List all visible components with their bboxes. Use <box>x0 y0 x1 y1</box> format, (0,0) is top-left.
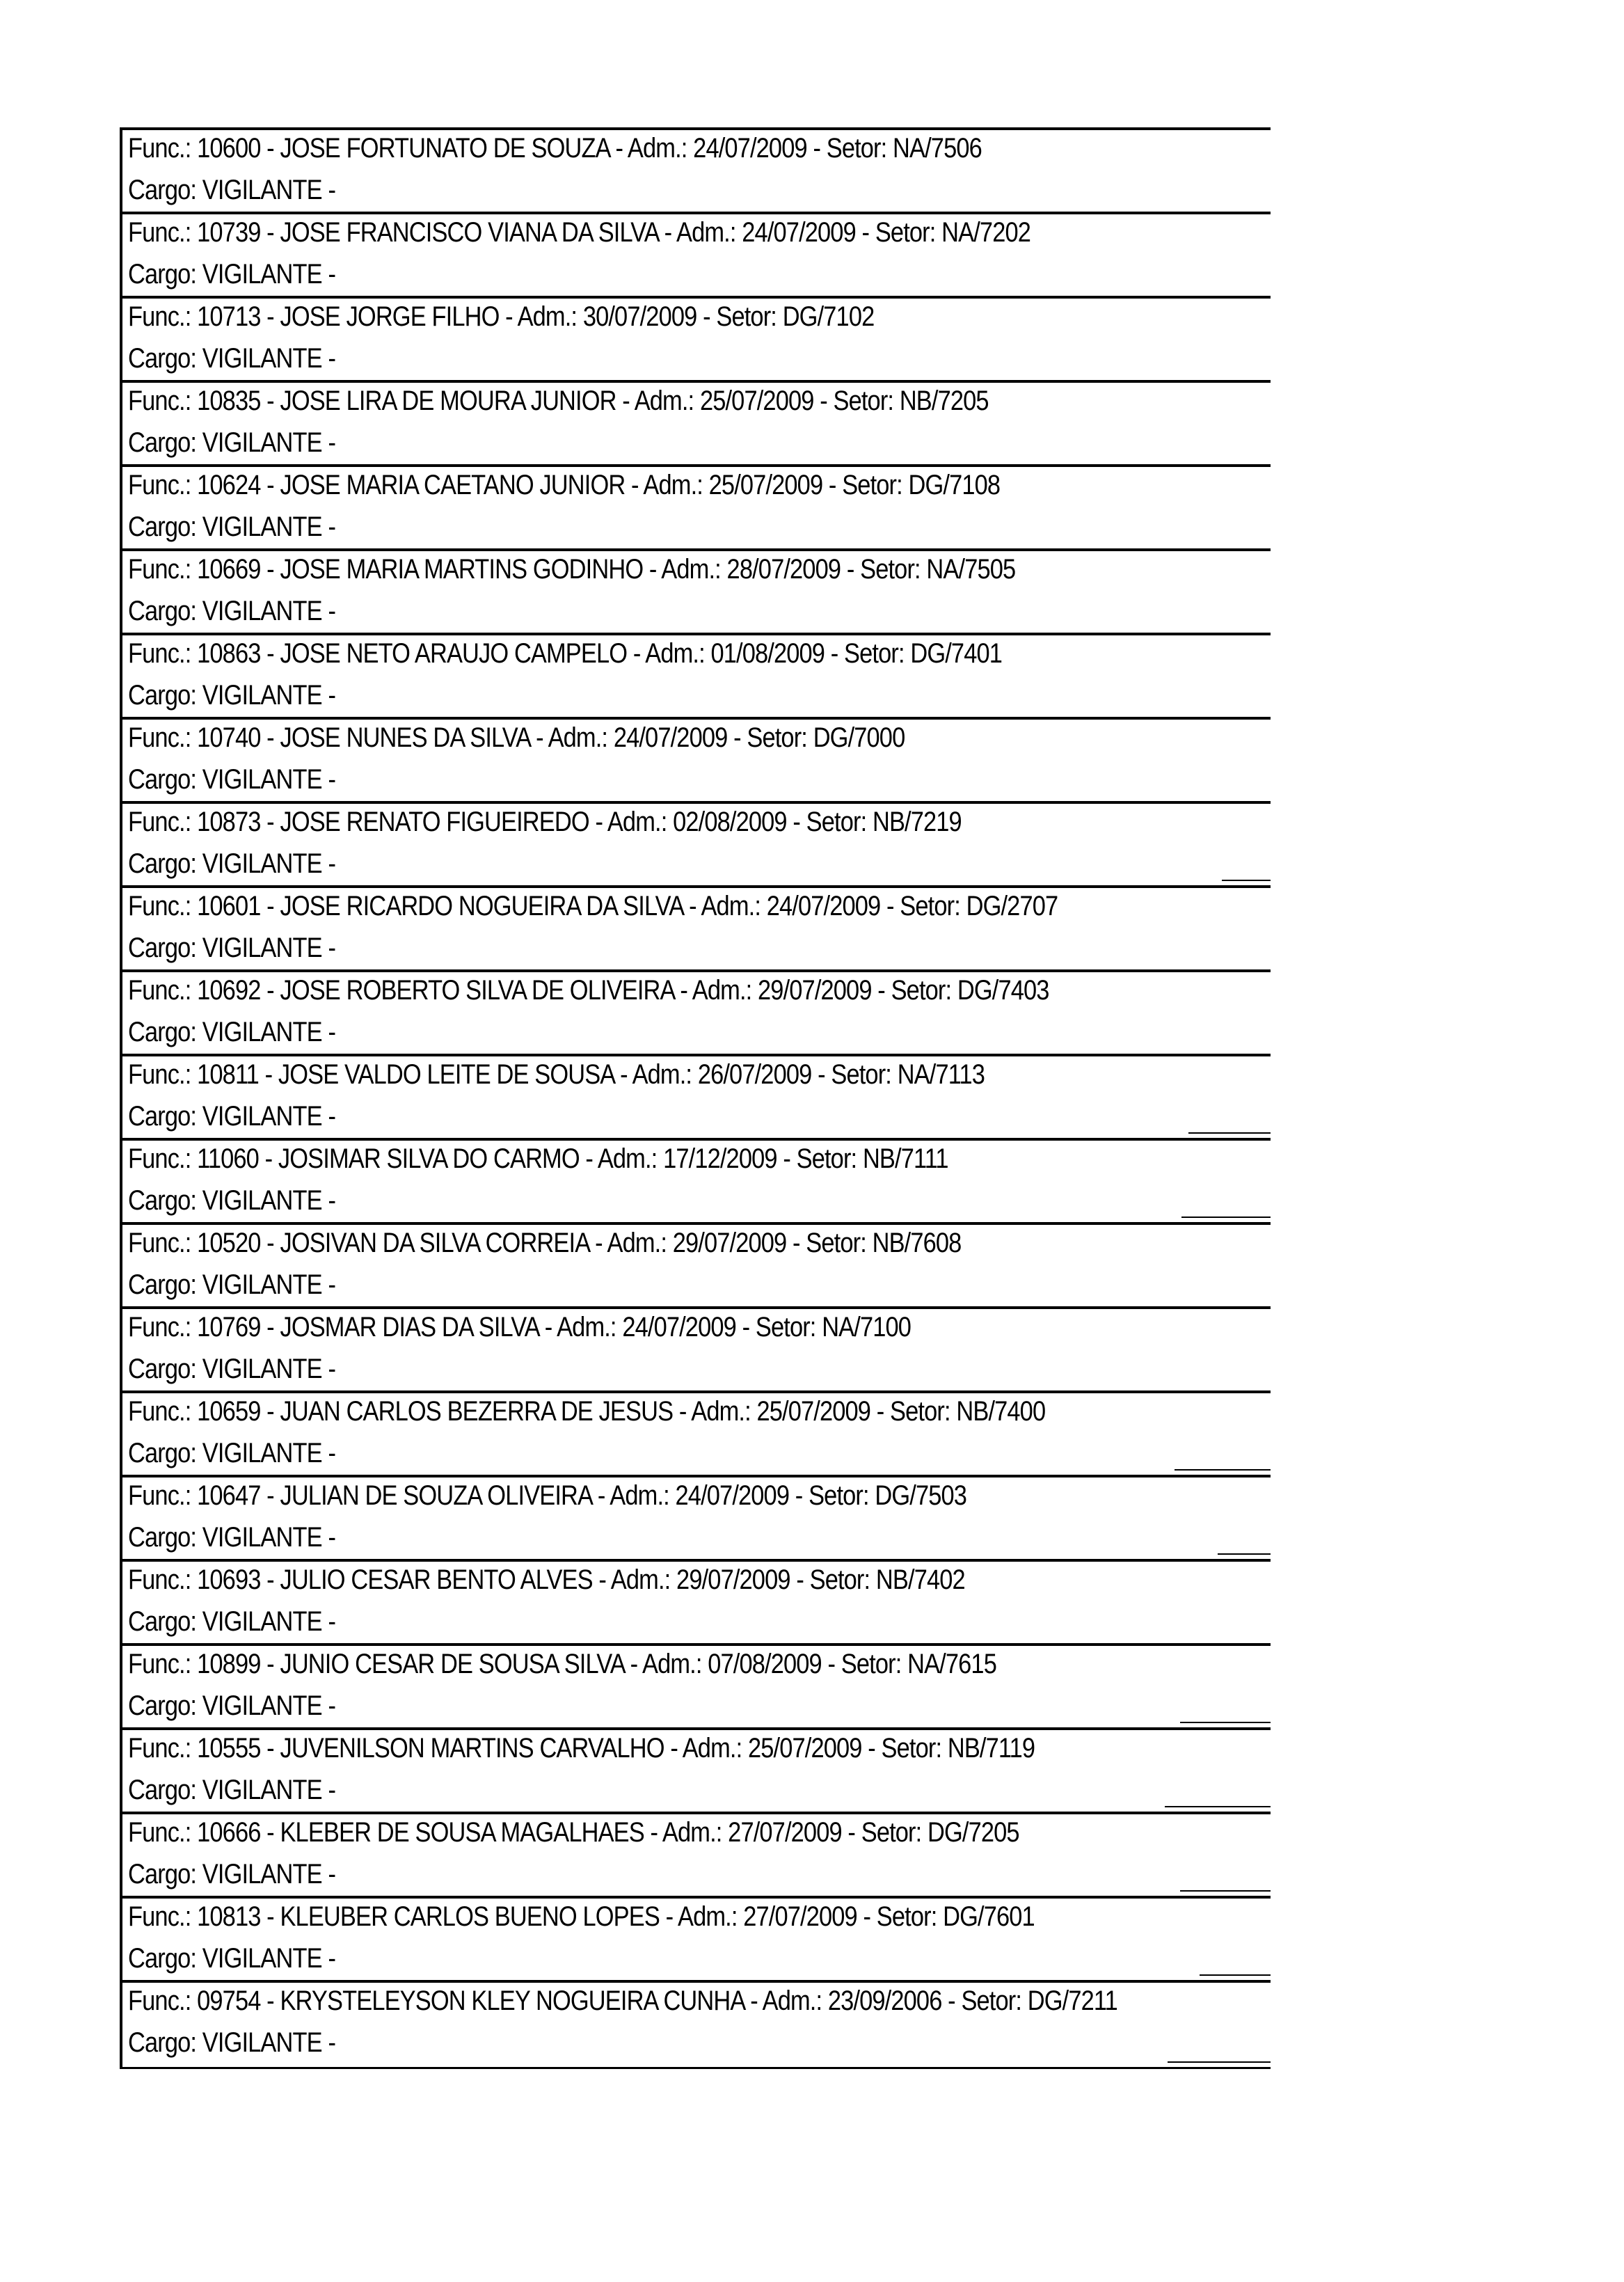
list-item <box>122 720 1271 804</box>
list-item <box>122 383 1271 467</box>
employee-role: Cargo: VIGILANTE - <box>128 680 336 711</box>
employee-info: Func.: 10666 - KLEBER DE SOUSA MAGALHAES - Adm.: 27/07/2009 - Setor: DG/7205 <box>128 1817 1019 1848</box>
employee-info: Func.: 09754 - KRYSTELEYSON KLEY NOGUEIRA CUNHA - Adm.: 23/09/2006 - Setor: DG/7211 <box>128 1986 1117 2016</box>
employee-info: Func.: 10899 - JUNIO CESAR DE SOUSA SILVA - Adm.: 07/08/2009 - Setor: NA/7615 <box>128 1649 996 1679</box>
list-item <box>122 130 1271 214</box>
list-item <box>122 972 1271 1056</box>
list-item <box>122 1477 1271 1562</box>
blank-line <box>1218 1553 1271 1555</box>
list-item <box>122 467 1271 551</box>
list-item <box>122 1646 1271 1730</box>
list-item <box>122 804 1271 888</box>
employee-info: Func.: 10769 - JOSMAR DIAS DA SILVA - Adm.: 24/07/2009 - Setor: NA/7100 <box>128 1312 911 1342</box>
list-item <box>122 1730 1271 1814</box>
employee-info: Func.: 10669 - JOSE MARIA MARTINS GODINHO - Adm.: 28/07/2009 - Setor: NA/7505 <box>128 554 1016 585</box>
employee-info: Func.: 10520 - JOSIVAN DA SILVA CORREIA - Adm.: 29/07/2009 - Setor: NB/7608 <box>128 1228 962 1258</box>
employee-info: Func.: 10873 - JOSE RENATO FIGUEIREDO - Adm.: 02/08/2009 - Setor: NB/7219 <box>128 807 962 837</box>
blank-line <box>1180 1722 1271 1723</box>
employee-role: Cargo: VIGILANTE - <box>128 175 336 205</box>
employee-role: Cargo: VIGILANTE - <box>128 1775 336 1805</box>
employee-info: Func.: 10600 - JOSE FORTUNATO DE SOUZA - Adm.: 24/07/2009 - Setor: NA/7506 <box>128 133 982 164</box>
employee-role: Cargo: VIGILANTE - <box>128 259 336 290</box>
employee-role: Cargo: VIGILANTE - <box>128 2027 336 2058</box>
blank-line <box>1165 1806 1271 1807</box>
employee-role: Cargo: VIGILANTE - <box>128 1943 336 1974</box>
list-item <box>122 888 1271 972</box>
employee-role: Cargo: VIGILANTE - <box>128 427 336 458</box>
employee-role: Cargo: VIGILANTE - <box>128 1269 336 1300</box>
employee-role: Cargo: VIGILANTE - <box>128 764 336 795</box>
employee-info: Func.: 10739 - JOSE FRANCISCO VIANA DA SILVA - Adm.: 24/07/2009 - Setor: NA/7202 <box>128 217 1031 248</box>
blank-line <box>1181 1217 1271 1218</box>
employee-info: Func.: 10811 - JOSE VALDO LEITE DE SOUSA - Adm.: 26/07/2009 - Setor: NA/7113 <box>128 1059 985 1090</box>
employee-role: Cargo: VIGILANTE - <box>128 1690 336 1721</box>
employee-role: Cargo: VIGILANTE - <box>128 933 336 963</box>
list-item <box>122 551 1271 635</box>
employee-info: Func.: 10813 - KLEUBER CARLOS BUENO LOPES - Adm.: 27/07/2009 - Setor: DG/7601 <box>128 1901 1035 1932</box>
employee-role: Cargo: VIGILANTE - <box>128 1438 336 1468</box>
blank-line <box>1222 880 1271 881</box>
list-item <box>122 1562 1271 1646</box>
employee-info: Func.: 10647 - JULIAN DE SOUZA OLIVEIRA - Adm.: 24/07/2009 - Setor: DG/7503 <box>128 1480 967 1511</box>
list-item <box>122 1056 1271 1141</box>
list-item <box>122 1393 1271 1477</box>
employee-info: Func.: 11060 - JOSIMAR SILVA DO CARMO - Adm.: 17/12/2009 - Setor: NB/7111 <box>128 1143 948 1174</box>
list-item <box>122 1983 1271 2067</box>
blank-line <box>1200 1974 1271 1976</box>
blank-line <box>1180 1890 1271 1892</box>
employee-role: Cargo: VIGILANTE - <box>128 1606 336 1637</box>
employee-role: Cargo: VIGILANTE - <box>128 848 336 879</box>
list-item <box>122 299 1271 383</box>
employee-info: Func.: 10624 - JOSE MARIA CAETANO JUNIOR - Adm.: 25/07/2009 - Setor: DG/7108 <box>128 470 1001 500</box>
blank-line <box>1188 1132 1271 1134</box>
list-item <box>122 214 1271 299</box>
employee-info: Func.: 10555 - JUVENILSON MARTINS CARVALHO - Adm.: 25/07/2009 - Setor: NB/7119 <box>128 1733 1035 1764</box>
employee-role: Cargo: VIGILANTE - <box>128 512 336 542</box>
employee-info: Func.: 10713 - JOSE JORGE FILHO - Adm.: 30/07/2009 - Setor: DG/7102 <box>128 301 875 332</box>
employee-list <box>120 127 1271 2069</box>
employee-info: Func.: 10692 - JOSE ROBERTO SILVA DE OLIVEIRA - Adm.: 29/07/2009 - Setor: DG/7403 <box>128 975 1049 1006</box>
list-item <box>122 1899 1271 1983</box>
list-item <box>122 1814 1271 1899</box>
employee-role: Cargo: VIGILANTE - <box>128 1859 336 1889</box>
employee-role: Cargo: VIGILANTE - <box>128 1101 336 1132</box>
employee-role: Cargo: VIGILANTE - <box>128 1017 336 1047</box>
employee-info: Func.: 10835 - JOSE LIRA DE MOURA JUNIOR - Adm.: 25/07/2009 - Setor: NB/7205 <box>128 386 989 416</box>
list-item <box>122 635 1271 720</box>
list-item <box>122 1225 1271 1309</box>
list-item <box>122 1309 1271 1393</box>
employee-role: Cargo: VIGILANTE - <box>128 1185 336 1216</box>
employee-role: Cargo: VIGILANTE - <box>128 343 336 374</box>
employee-info: Func.: 10740 - JOSE NUNES DA SILVA - Adm.: 24/07/2009 - Setor: DG/7000 <box>128 722 905 753</box>
employee-info: Func.: 10659 - JUAN CARLOS BEZERRA DE JESUS - Adm.: 25/07/2009 - Setor: NB/7400 <box>128 1396 1046 1427</box>
list-item <box>122 1141 1271 1225</box>
employee-info: Func.: 10863 - JOSE NETO ARAUJO CAMPELO - Adm.: 01/08/2009 - Setor: DG/7401 <box>128 638 1003 669</box>
blank-line <box>1175 1469 1271 1471</box>
employee-role: Cargo: VIGILANTE - <box>128 1522 336 1553</box>
employee-role: Cargo: VIGILANTE - <box>128 1354 336 1384</box>
employee-role: Cargo: VIGILANTE - <box>128 596 336 626</box>
employee-info: Func.: 10601 - JOSE RICARDO NOGUEIRA DA SILVA - Adm.: 24/07/2009 - Setor: DG/2707 <box>128 891 1058 921</box>
employee-info: Func.: 10693 - JULIO CESAR BENTO ALVES - Adm.: 29/07/2009 - Setor: NB/7402 <box>128 1564 965 1595</box>
blank-line <box>1168 2061 1271 2063</box>
